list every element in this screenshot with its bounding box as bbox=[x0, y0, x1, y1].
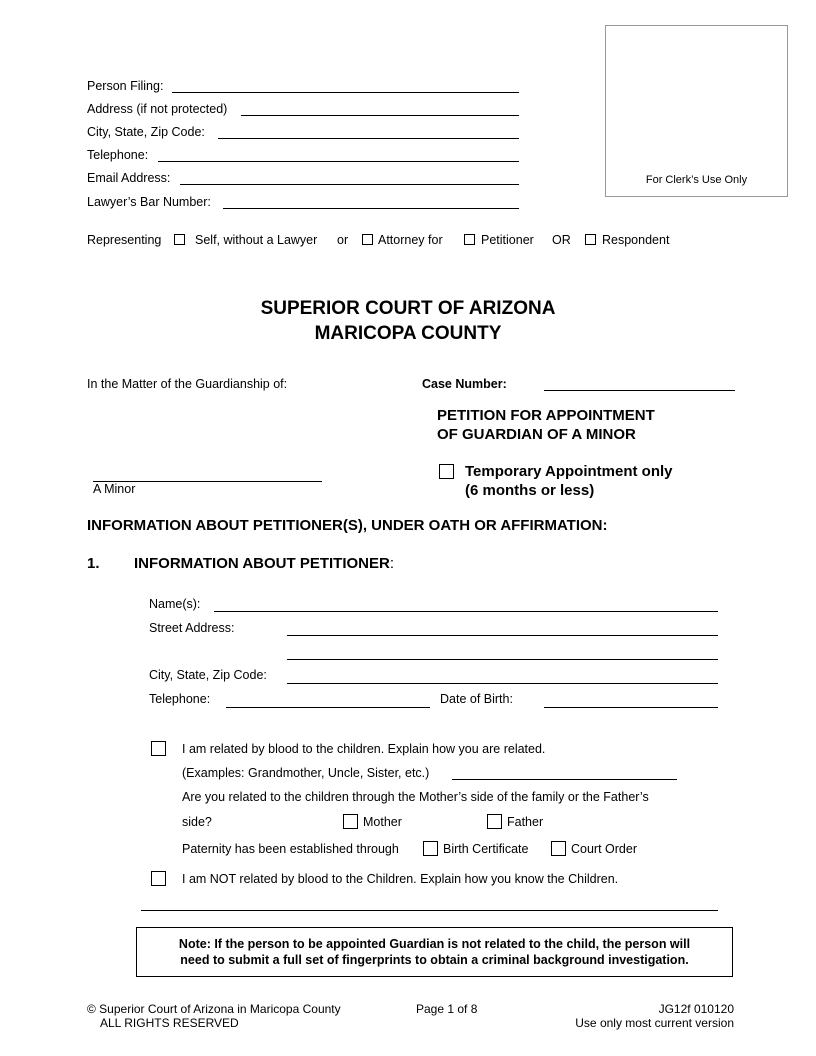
respondent-label: Respondent bbox=[602, 233, 670, 247]
petition-title-line1: PETITION FOR APPOINTMENT bbox=[437, 407, 655, 424]
email-field[interactable] bbox=[180, 184, 519, 185]
case-number-field[interactable] bbox=[544, 390, 735, 391]
petitioner-checkbox[interactable] bbox=[464, 234, 475, 245]
or-upper-text: OR bbox=[552, 233, 571, 247]
footer-page: Page 1 of 8 bbox=[416, 1002, 478, 1016]
court-title: SUPERIOR COURT OF ARIZONA bbox=[260, 298, 556, 319]
self-label: Self, without a Lawyer bbox=[195, 233, 318, 247]
section-1-heading-text: INFORMATION ABOUT PETITIONER bbox=[134, 555, 390, 572]
street-address-field-2[interactable] bbox=[287, 659, 718, 660]
telephone-field[interactable] bbox=[158, 161, 519, 162]
petitioner-city-field[interactable] bbox=[287, 683, 718, 684]
note-line1: Note: If the person to be appointed Guardian is not related to the child, the person will bbox=[178, 937, 691, 951]
section-number: 1. bbox=[87, 555, 100, 572]
email-label: Email Address: bbox=[87, 171, 171, 185]
petitioner-city-label: City, State, Zip Code: bbox=[149, 668, 267, 682]
self-checkbox[interactable] bbox=[174, 234, 185, 245]
relationship-explain-field[interactable] bbox=[452, 779, 677, 780]
father-checkbox[interactable] bbox=[487, 814, 502, 829]
petitioner-label: Petitioner bbox=[481, 233, 534, 247]
court-order-checkbox[interactable] bbox=[551, 841, 566, 856]
birth-certificate-label: Birth Certificate bbox=[443, 842, 529, 856]
not-related-explain-field[interactable] bbox=[141, 910, 718, 911]
city-state-zip-field[interactable] bbox=[218, 138, 519, 139]
bar-number-label: Lawyer’s Bar Number: bbox=[87, 195, 211, 209]
dob-label: Date of Birth: bbox=[440, 692, 513, 706]
temporary-line1: Temporary Appointment only bbox=[465, 463, 673, 480]
birth-certificate-checkbox[interactable] bbox=[423, 841, 438, 856]
person-filing-field[interactable] bbox=[172, 92, 519, 93]
not-related-label: I am NOT related by blood to the Children. Explain how you know the Children. bbox=[182, 872, 619, 886]
related-by-blood-checkbox[interactable] bbox=[151, 741, 166, 756]
guardianship-matter-label: In the Matter of the Guardianship of: bbox=[87, 377, 288, 391]
temporary-appointment-checkbox[interactable] bbox=[439, 464, 454, 479]
not-related-checkbox[interactable] bbox=[151, 871, 166, 886]
names-label: Name(s): bbox=[149, 597, 201, 611]
petitioner-info-heading: INFORMATION ABOUT PETITIONER(S), UNDER OATH OR AFFIRMATION: bbox=[87, 517, 608, 534]
footer-form-id: JG12f 010120 bbox=[658, 1002, 734, 1016]
mother-checkbox[interactable] bbox=[343, 814, 358, 829]
attorney-label: Attorney for bbox=[378, 233, 443, 247]
respondent-checkbox[interactable] bbox=[585, 234, 596, 245]
footer-version: Use only most current version bbox=[575, 1016, 734, 1030]
temporary-appointment-text bbox=[465, 462, 673, 500]
side-question-label: Are you related to the children through the Mother’s side of the family or the Father’s bbox=[182, 790, 649, 804]
representing-label: Representing bbox=[87, 233, 162, 247]
petitioner-telephone-label: Telephone: bbox=[149, 692, 211, 706]
person-filing-label: Person Filing: bbox=[87, 79, 164, 93]
paternity-label: Paternity has been established through bbox=[182, 842, 399, 856]
county-title: MARICOPA COUNTY bbox=[314, 323, 502, 344]
dob-field[interactable] bbox=[544, 707, 718, 708]
court-order-label: Court Order bbox=[571, 842, 637, 856]
footer-copyright: © Superior Court of Arizona in Maricopa County bbox=[87, 1002, 341, 1016]
petition-title bbox=[437, 406, 655, 444]
minor-label: A Minor bbox=[93, 482, 136, 496]
fingerprint-note bbox=[136, 927, 733, 977]
clerk-use-box bbox=[605, 25, 788, 197]
section-1-heading bbox=[134, 555, 394, 572]
temporary-line2: (6 months or less) bbox=[465, 482, 595, 499]
case-number-label: Case Number: bbox=[422, 377, 507, 391]
telephone-label: Telephone: bbox=[87, 148, 149, 162]
street-address-field[interactable] bbox=[287, 635, 718, 636]
side-label: side? bbox=[182, 815, 212, 829]
attorney-checkbox[interactable] bbox=[362, 234, 373, 245]
address-label: Address (if not protected) bbox=[87, 102, 228, 116]
note-line2: need to submit a full set of fingerprints to obtain a criminal background investigation. bbox=[180, 953, 689, 967]
or-text: or bbox=[337, 233, 349, 247]
bar-number-field[interactable] bbox=[223, 208, 519, 209]
city-state-zip-label: City, State, Zip Code: bbox=[87, 125, 205, 139]
mother-label: Mother bbox=[363, 815, 402, 829]
clerk-use-label: For Clerk’s Use Only bbox=[645, 174, 748, 186]
address-field[interactable] bbox=[241, 115, 519, 116]
examples-label: (Examples: Grandmother, Uncle, Sister, etc.) bbox=[182, 766, 430, 780]
petitioner-telephone-field[interactable] bbox=[226, 707, 430, 708]
names-field[interactable] bbox=[214, 611, 718, 612]
section-1-heading-colon: : bbox=[389, 555, 394, 572]
father-label: Father bbox=[507, 815, 544, 829]
footer-rights: ALL RIGHTS RESERVED bbox=[100, 1016, 239, 1030]
petition-title-line2: OF GUARDIAN OF A MINOR bbox=[437, 426, 636, 443]
street-address-label: Street Address: bbox=[149, 621, 235, 635]
related-by-blood-label: I am related by blood to the children. Explain how you are related. bbox=[182, 742, 546, 756]
